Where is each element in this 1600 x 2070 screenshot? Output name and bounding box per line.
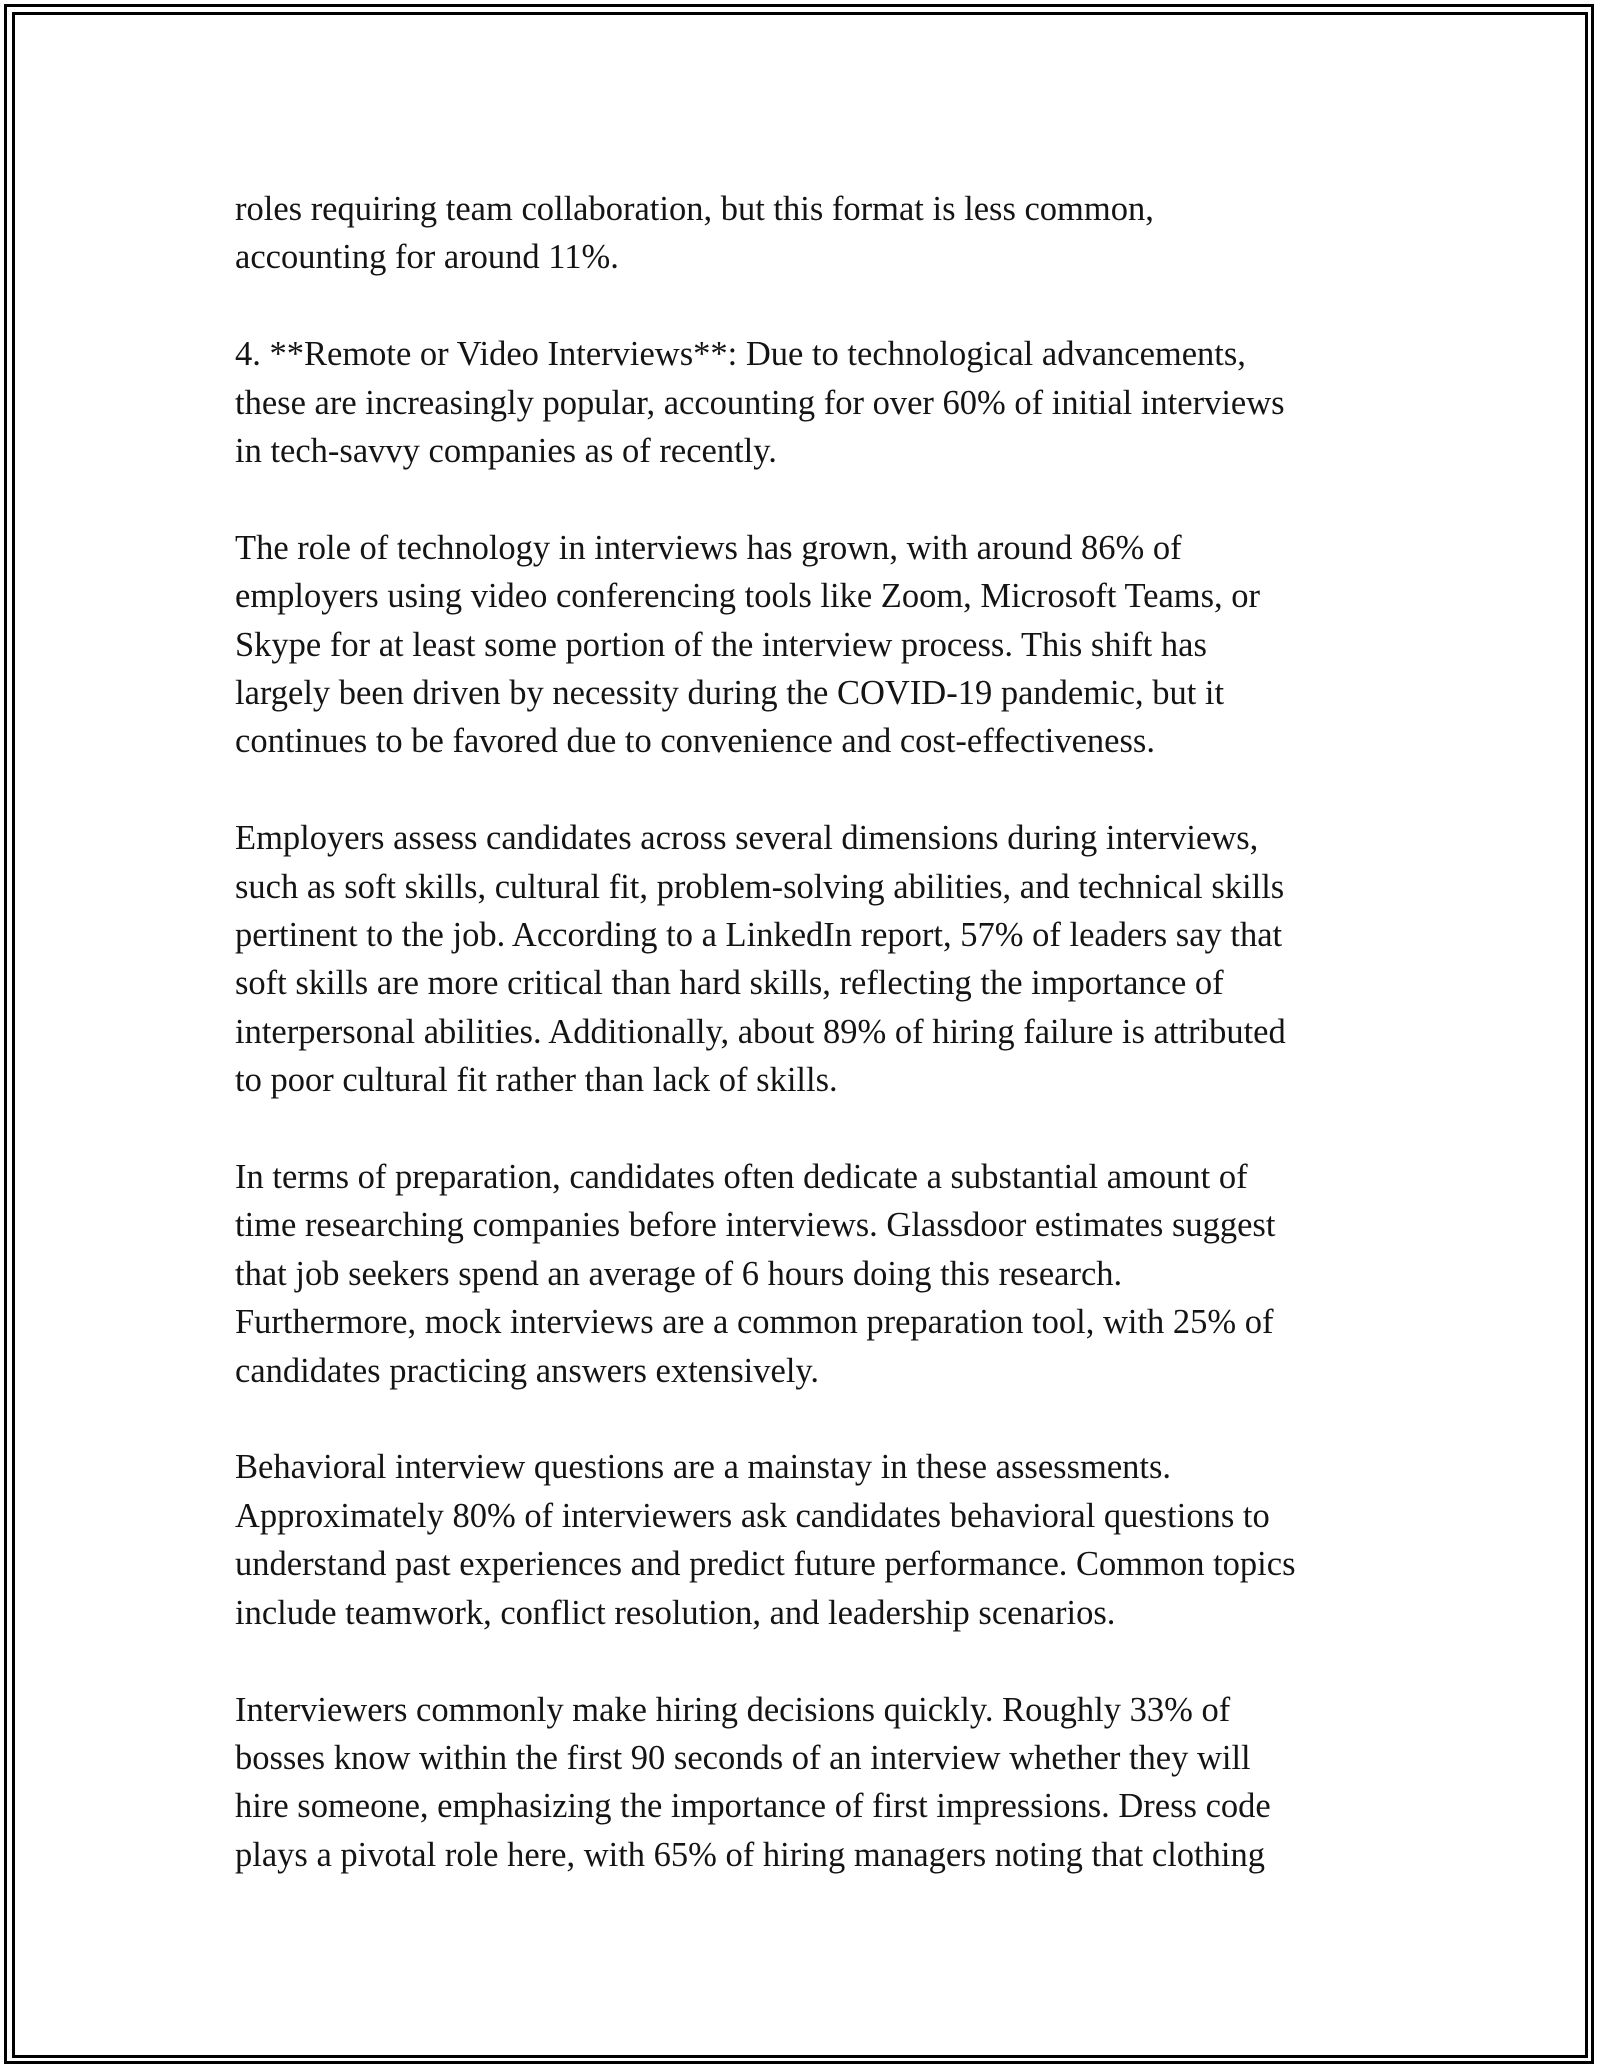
text-line: plays a pivotal role here, with 65% of hiring managers noting that clothing: [235, 1835, 1265, 1874]
paragraph: [235, 814, 1385, 1104]
text-line: largely been driven by necessity during the COVID-19 pandemic, but it: [235, 674, 1225, 713]
text-line: Employers assess candidates across several dimensions during interviews,: [235, 819, 1259, 858]
text-line: candidates practicing answers extensively.: [235, 1351, 820, 1390]
text-line: The role of technology in interviews has grown, with around 86% of: [235, 528, 1182, 567]
paragraph: [235, 1153, 1385, 1395]
text-line: understand past experiences and predict future performance. Common topics: [235, 1545, 1296, 1584]
text-line: that job seekers spend an average of 6 hours doing this research.: [235, 1254, 1123, 1293]
text-line: to poor cultural fit rather than lack of skills.: [235, 1061, 838, 1100]
paragraph: [235, 330, 1385, 475]
paragraph: [235, 1443, 1385, 1637]
text-line: Interviewers commonly make hiring decisions quickly. Roughly 33% of: [235, 1690, 1231, 1729]
text-line: include teamwork, conflict resolution, and leadership scenarios.: [235, 1593, 1116, 1632]
text-line: In terms of preparation, candidates often dedicate a substantial amount of: [235, 1158, 1248, 1197]
text-line: Behavioral interview questions are a mainstay in these assessments.: [235, 1448, 1172, 1487]
text-line: Furthermore, mock interviews are a common preparation tool, with 25% of: [235, 1303, 1274, 1342]
text-line: time researching companies before interviews. Glassdoor estimates suggest: [235, 1206, 1276, 1245]
text-line: Skype for at least some portion of the interview process. This shift has: [235, 625, 1207, 664]
text-line: roles requiring team collaboration, but this format is less common,: [235, 190, 1154, 228]
text-line: interpersonal abilities. Additionally, about 89% of hiring failure is attributed: [235, 1012, 1286, 1051]
text-line: continues to be favored due to convenience and cost-effectiveness.: [235, 722, 1155, 761]
text-line: in tech-savvy companies as of recently.: [235, 432, 777, 471]
paragraph: [235, 185, 1385, 282]
text-line: hire someone, emphasizing the importance of first impressions. Dress code: [235, 1787, 1271, 1826]
text-line: soft skills are more critical than hard skills, reflecting the importance of: [235, 964, 1224, 1003]
paragraph: [235, 1686, 1385, 1880]
text-line: such as soft skills, cultural fit, problem-solving abilities, and technical skills: [235, 867, 1285, 906]
text-line: bosses know within the first 90 seconds of an interview whether they will: [235, 1738, 1251, 1777]
text-line: these are increasingly popular, accounting for over 60% of initial interviews: [235, 383, 1285, 422]
text-line: employers using video conferencing tools like Zoom, Microsoft Teams, or: [235, 577, 1261, 616]
text-line: 4. **Remote or Video Interviews**: Due to technological advancements,: [235, 335, 1246, 374]
paragraph: [235, 524, 1385, 766]
text-line: pertinent to the job. According to a LinkedIn report, 57% of leaders say that: [235, 916, 1283, 955]
text-line: Approximately 80% of interviewers ask candidates behavioral questions to: [235, 1496, 1270, 1535]
text-line: accounting for around 11%.: [235, 238, 619, 277]
document-body: [235, 185, 1385, 1928]
